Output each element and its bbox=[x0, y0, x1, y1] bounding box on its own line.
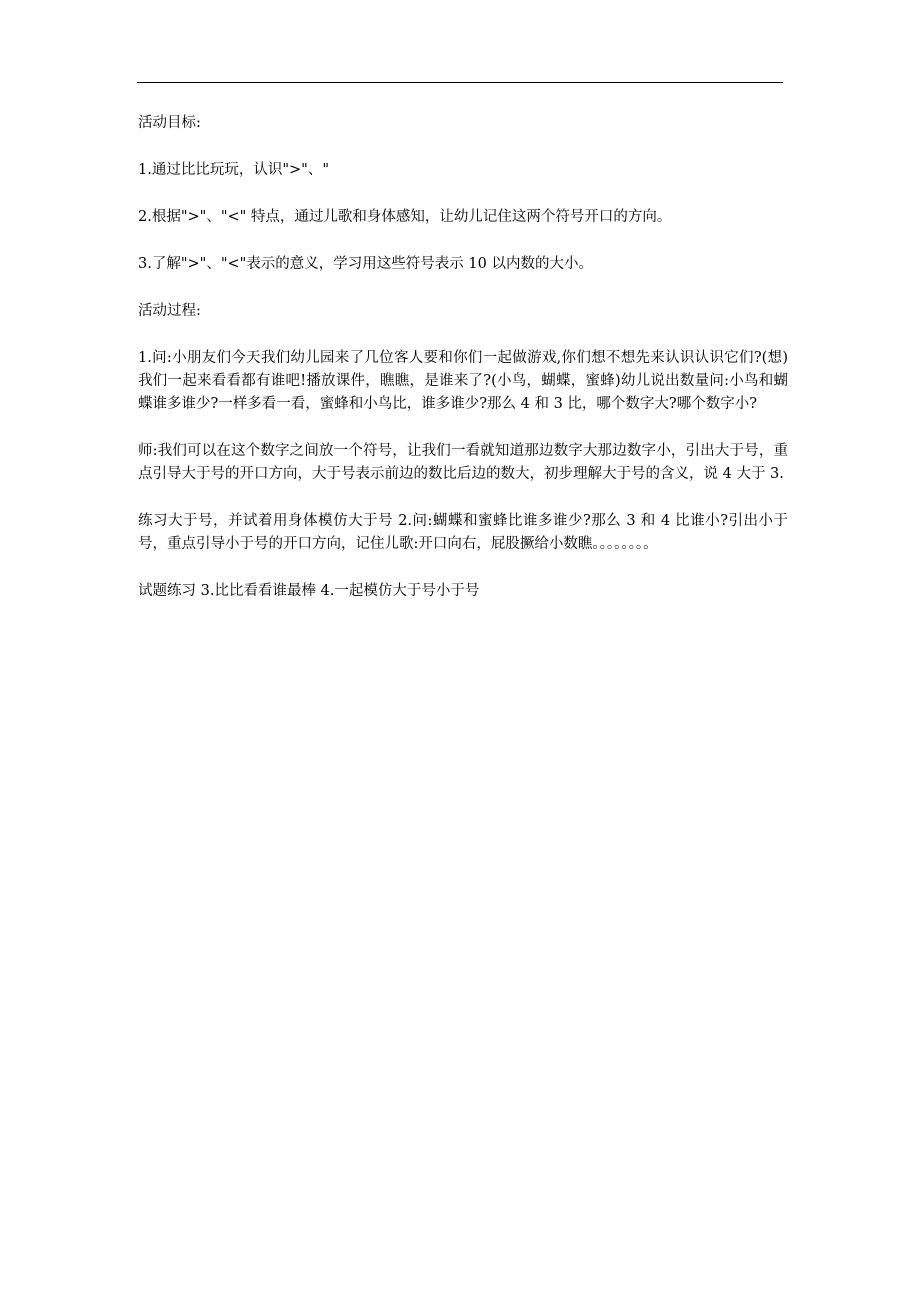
process-heading: 活动过程: bbox=[138, 303, 201, 319]
document-body bbox=[138, 112, 788, 627]
process-paragraph-3: 练习大于号，并试着用身体模仿大于号 2.问:蝴蝶和蜜蜂比谁多谁少?那么 3 和 4 比谁小?引出小于号，重点引导小于号的开口方向，记住儿歌:开口向右，屁股撅给小数瞧。。。。。。。。 bbox=[138, 513, 788, 552]
goal-item-2: 2.根据">"、"<" 特点，通过儿歌和身体感知，让幼儿记住这两个符号开口的方向。 bbox=[138, 209, 672, 225]
goals-heading: 活动目标: bbox=[138, 115, 201, 131]
header-rule bbox=[137, 82, 783, 83]
process-paragraph-2: 师:我们可以在这个数字之间放一个符号，让我们一看就知道那边数字大那边数字小，引出大于号，重点引导大于号的开口方向，大于号表示前边的数比后边的数大，初步理解大于号的含义，说 4 大于 3. bbox=[138, 443, 788, 482]
process-paragraph-1: 1.问:小朋友们今天我们幼儿园来了几位客人要和你们一起做游戏,你们想不想先来认识认识它们?(想)我们一起来看看都有谁吧!播放课件，瞧瞧，是谁来了?(小鸟，蝴蝶，蜜蜂)幼儿说出数量问:小鸟和蝴蝶谁多谁少?一样多看一看，蜜蜂和小鸟比，谁多谁少?那么 4 和 3 比，哪个数字大?哪个数字小? bbox=[138, 350, 788, 412]
process-paragraph-4: 试题练习 3.比比看看谁最棒 4.一起模仿大于号小于号 bbox=[138, 583, 480, 599]
goal-item-1: 1.通过比比玩玩，认识">"、" bbox=[138, 162, 329, 178]
goal-item-3: 3.了解">"、"<"表示的意义，学习用这些符号表示 10 以内数的大小。 bbox=[138, 256, 593, 272]
